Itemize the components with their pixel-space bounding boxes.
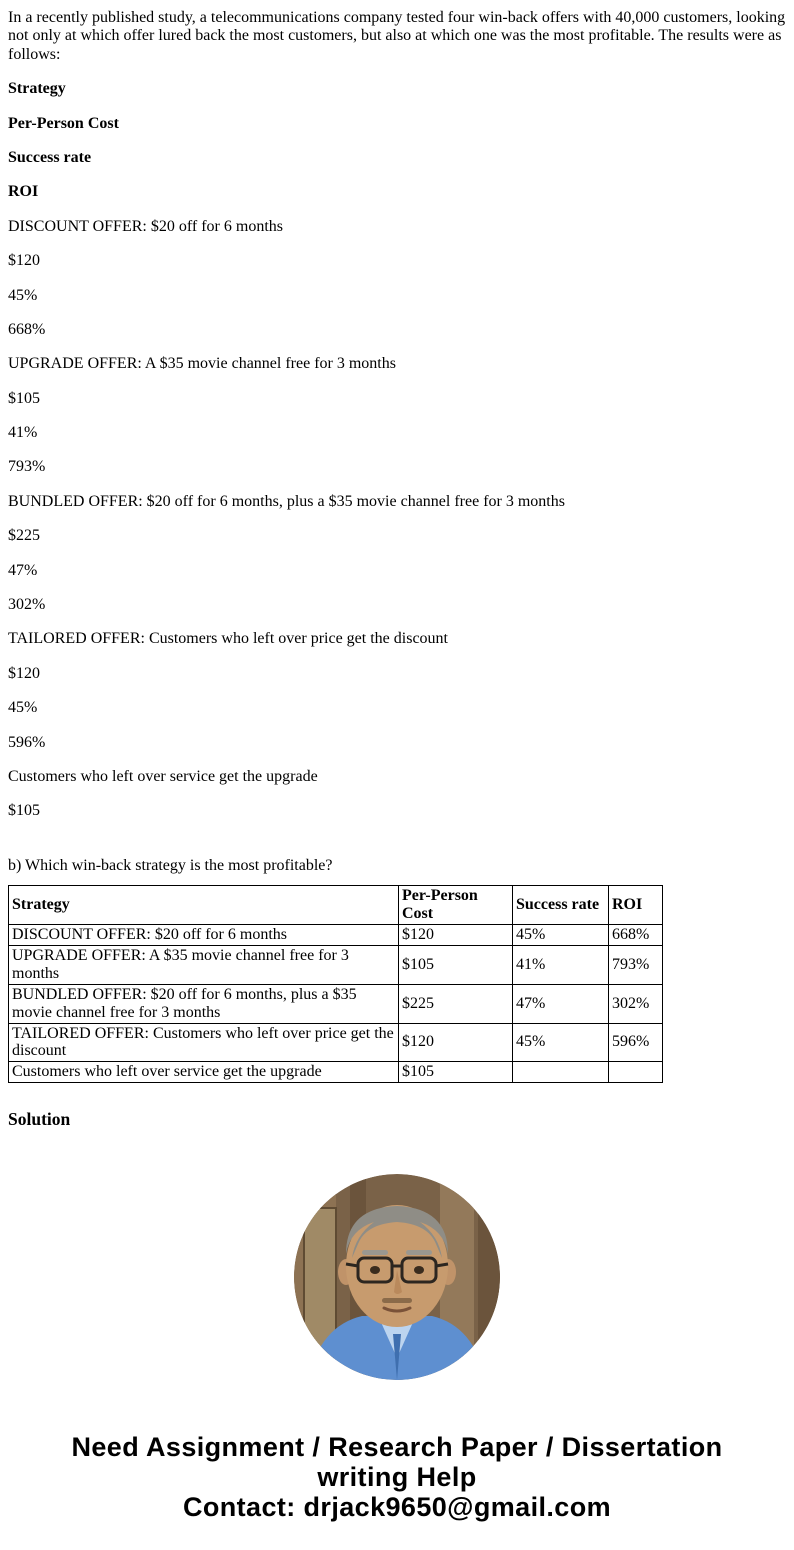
cell-cost: $120 — [399, 924, 513, 945]
offer-line: Customers who left over service get the upgrade — [8, 767, 318, 785]
offer-line: 793% — [8, 458, 46, 476]
cell-strategy: TAILORED OFFER: Customers who left over price get the discount — [9, 1023, 399, 1062]
table-row — [9, 1062, 663, 1083]
tutor-photo — [294, 1174, 500, 1380]
offer-line: 45% — [8, 699, 38, 717]
cell-success: 47% — [513, 984, 609, 1023]
table-header-success: Success rate — [513, 886, 609, 925]
table-header-strategy: Strategy — [9, 886, 399, 925]
cell-cost: $225 — [399, 984, 513, 1023]
cell-roi: 302% — [609, 984, 663, 1023]
cell-strategy: Customers who left over service get the upgrade — [9, 1062, 399, 1083]
offer-line: 41% — [8, 424, 38, 442]
intro-paragraph: In a recently published study, a telecommunications company tested four win-back offers with 40,000 customers, looking not only at which offer lured back the most customers, but also at which one was the most profitable. The results were as follows: — [8, 9, 786, 63]
offer-line: $120 — [8, 664, 40, 682]
footer-contact: Contact: drjack9650@gmail.com — [182, 1492, 612, 1523]
offer-line: BUNDLED OFFER: $20 off for 6 months, plus a $35 movie channel free for 3 months — [8, 492, 565, 510]
offer-line: $105 — [8, 389, 40, 407]
table-header-row — [9, 886, 663, 925]
column-heading-cost: Per-Person Cost — [8, 114, 119, 132]
table-row — [9, 1023, 663, 1062]
solution-heading: Solution — [8, 1109, 71, 1130]
column-heading-strategy: Strategy — [8, 80, 66, 98]
tutor-photo-image — [294, 1174, 500, 1380]
offer-line: $120 — [8, 252, 40, 270]
cell-roi: 793% — [609, 945, 663, 984]
offer-line: UPGRADE OFFER: A $35 movie channel free for 3 months — [8, 355, 396, 373]
cell-strategy: BUNDLED OFFER: $20 off for 6 months, plus a $35 movie channel free for 3 months — [9, 984, 399, 1023]
offer-line: DISCOUNT OFFER: $20 off for 6 months — [8, 217, 283, 235]
table-header-cost: Per-Person Cost — [399, 886, 513, 925]
cell-cost: $120 — [399, 1023, 513, 1062]
offer-line: 47% — [8, 561, 38, 579]
offer-line: 302% — [8, 596, 46, 614]
results-table — [8, 885, 663, 1083]
offer-line: 45% — [8, 286, 38, 304]
offer-line: $225 — [8, 527, 40, 545]
cell-strategy: UPGRADE OFFER: A $35 movie channel free for 3 months — [9, 945, 399, 984]
footer-help-text — [8, 1432, 786, 1550]
footer-line: writing Help — [317, 1462, 477, 1493]
offer-line: 668% — [8, 320, 46, 338]
offer-line: TAILORED OFFER: Customers who left over price get the discount — [8, 630, 448, 648]
table-header-roi: ROI — [609, 886, 663, 925]
column-heading-success: Success rate — [8, 148, 92, 166]
table-row — [9, 984, 663, 1023]
offer-line: $105 — [8, 802, 40, 820]
cell-success — [513, 1062, 609, 1083]
cell-success: 45% — [513, 924, 609, 945]
cell-strategy: DISCOUNT OFFER: $20 off for 6 months — [9, 924, 399, 945]
cell-roi: 668% — [609, 924, 663, 945]
cell-cost: $105 — [399, 945, 513, 984]
cell-roi — [609, 1062, 663, 1083]
footer-line: Need Assignment / Research Paper / Dissertation — [71, 1432, 723, 1463]
table-row — [9, 945, 663, 984]
cell-cost: $105 — [399, 1062, 513, 1083]
cell-success: 45% — [513, 1023, 609, 1062]
document-page — [0, 9, 794, 1550]
question-b: b) Which win-back strategy is the most profitable? — [8, 856, 333, 874]
cell-success: 41% — [513, 945, 609, 984]
table-row — [9, 924, 663, 945]
cell-roi: 596% — [609, 1023, 663, 1062]
offer-line: 596% — [8, 733, 46, 751]
column-heading-roi: ROI — [8, 183, 39, 201]
